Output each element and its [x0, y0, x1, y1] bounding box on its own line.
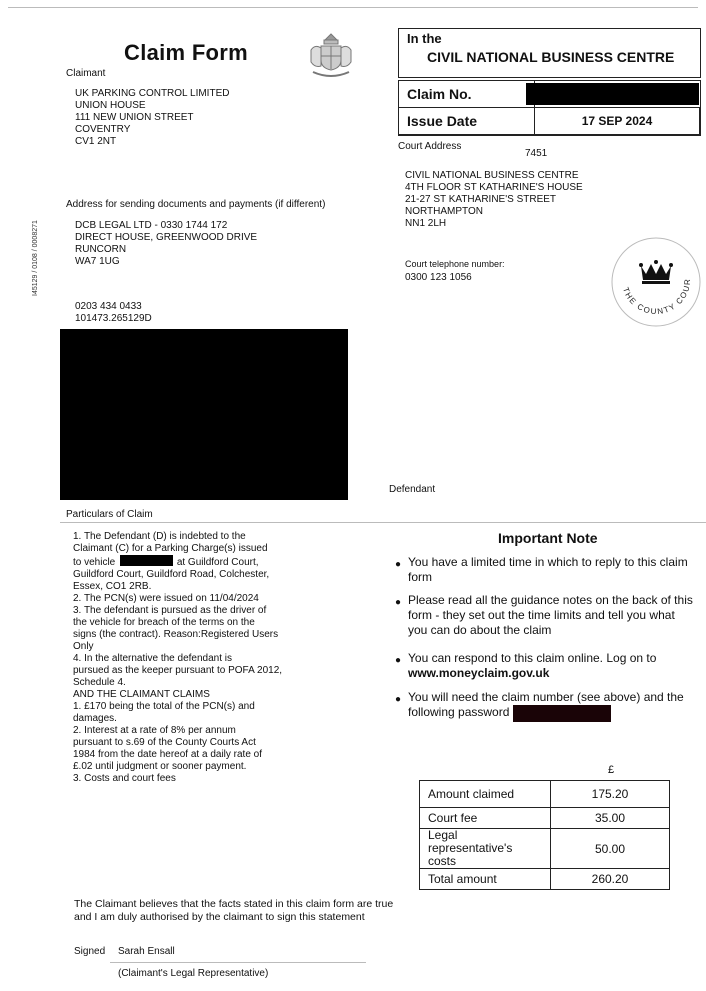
moneyclaim-website-link[interactable]: www.moneyclaim.gov.uk — [408, 666, 550, 680]
signatory-role: (Claimant's Legal Representative) — [118, 968, 269, 979]
particulars-line: Only — [73, 641, 94, 652]
claimant-line: UNION HOUSE — [75, 100, 146, 111]
claimant-line: UK PARKING CONTROL LIMITED — [75, 88, 230, 99]
particulars-line: Claimant (C) for a Parking Charge(s) issued — [73, 543, 268, 554]
issue-date-label-cell — [398, 107, 535, 135]
seal-text: THE COUNTY COUR — [621, 277, 693, 317]
particulars-line: AND THE CLAIMANT CLAIMS — [73, 689, 210, 700]
particulars-line: pursued as the keeper pursuant to POFA 2012, — [73, 665, 283, 676]
particulars-text — [73, 531, 282, 785]
docs-address-line: WA7 1UG — [75, 256, 120, 267]
royal-coat-of-arms-icon — [305, 28, 357, 80]
particulars-vehicle-line — [73, 555, 282, 569]
defendant-label: Defendant — [389, 484, 436, 495]
note-bullet-text: Please read all the guidance notes on the back of this form - they set out the time limits and tell you what you can do about the claim — [408, 593, 693, 637]
particulars-line: 1. The Defendant (D) is indebted to the — [73, 531, 246, 542]
amount-row — [420, 781, 670, 808]
court-address-line: NORTHAMPTON — [405, 206, 483, 217]
redacted-password — [513, 705, 611, 722]
particulars-line: 2. The PCN(s) were issued on 11/04/2024 — [73, 593, 259, 604]
amount-label: Court fee — [420, 808, 551, 829]
docs-address-line: DIRECT HOUSE, GREENWOOD DRIVE — [75, 232, 258, 243]
issue-date-cell — [534, 107, 700, 135]
particulars-line: £.02 until judgment or sooner payment. — [73, 761, 247, 772]
bullet-icon: ● — [395, 597, 402, 608]
signed-label: Signed — [74, 946, 106, 957]
bullet-icon: ● — [395, 694, 402, 705]
court-address — [405, 170, 583, 230]
claimant-address — [75, 88, 229, 148]
court-telephone: 0300 123 1056 — [405, 272, 472, 283]
issue-date: 17 SEP 2024 — [581, 114, 653, 128]
amount-row — [420, 808, 670, 829]
court-name: CIVIL NATIONAL BUSINESS CENTRE — [427, 49, 675, 65]
particulars-line: Schedule 4. — [73, 677, 126, 688]
claimant-line: CV1 2NT — [75, 136, 117, 147]
particulars-line: 4. In the alternative the defendant is — [73, 653, 232, 664]
amount-row — [420, 829, 670, 869]
note-bullet-text: You will need the claim number (see above) and the following password — [408, 690, 684, 719]
particulars-label: Particulars of Claim — [66, 509, 153, 520]
particulars-line: the vehicle for breach of the terms on the — [73, 617, 255, 628]
particulars-line: 3. The defendant is pursued as the driver of — [73, 605, 267, 616]
note-bullet-text: You have a limited time in which to reply to this claim form — [408, 555, 688, 584]
particulars-line: 3. Costs and court fees — [73, 773, 176, 784]
side-reference-code: I45129 / 0108 / 0008271 — [32, 220, 39, 296]
claim-no-label: Claim No. — [407, 86, 472, 102]
issue-date-label: Issue Date — [407, 113, 478, 129]
court-code: 7451 — [525, 148, 548, 159]
particulars-line: Guildford Court, Guildford Road, Colchester, — [73, 569, 270, 580]
section-divider — [60, 522, 706, 523]
note-bullet-text: You can respond to this claim online. Log on to — [408, 651, 657, 665]
court-telephone-label: Court telephone number: — [405, 259, 505, 269]
amounts-table — [419, 780, 670, 890]
amount-row — [420, 869, 670, 890]
amount-label: Total amount — [420, 869, 551, 890]
amount-label: Legal representative's costs — [420, 829, 551, 869]
docs-address-line: RUNCORN — [75, 244, 127, 255]
court-address-label: Court Address — [398, 141, 462, 152]
bullet-icon: ● — [395, 655, 402, 666]
court-address-line: 4TH FLOOR ST KATHARINE'S HOUSE — [405, 182, 583, 193]
particulars-line: signs (the contract). Reason:Registered Users — [73, 629, 279, 640]
amount-value: 50.00 — [551, 829, 670, 869]
address-for-docs-label: Address for sending documents and payments (if different) — [66, 199, 326, 210]
court-address-line: 21-27 ST KATHARINE'S STREET — [405, 194, 557, 205]
contact-phone: 0203 434 0433 — [75, 301, 142, 312]
docs-address — [75, 220, 257, 268]
top-divider — [8, 7, 698, 8]
statement-of-truth: The Claimant believes that the facts stated in this claim form are true and I am duly authorised by the claimant to sign this statement — [74, 898, 394, 923]
signature-line — [110, 962, 366, 963]
particulars-line: 2. Interest at a rate of 8% per annum — [73, 725, 236, 736]
amount-value: 35.00 — [551, 808, 670, 829]
currency-symbol: £ — [608, 764, 615, 776]
redacted-defendant-block — [60, 329, 348, 500]
amount-value: 175.20 — [551, 781, 670, 808]
redacted-vehicle-reg — [120, 555, 173, 566]
court-header-box — [398, 28, 701, 78]
important-note-title: Important Note — [498, 530, 598, 546]
signed-name: Sarah Ensall — [118, 946, 175, 957]
particulars-line: Essex, CO1 2RB. — [73, 581, 152, 592]
in-the-label: In the — [407, 31, 442, 46]
claim-no-label-cell — [398, 80, 535, 108]
contact-reference: 101473.265129D — [75, 313, 152, 324]
court-address-line: CIVIL NATIONAL BUSINESS CENTRE — [405, 170, 579, 181]
particulars-line: 1984 from the date hereof at a daily rate of — [73, 749, 263, 760]
particulars-line: damages. — [73, 713, 117, 724]
contact-block — [75, 301, 152, 325]
claim-details-box — [398, 80, 701, 136]
particulars-vehicle-suffix: at Guildford Court, — [176, 557, 259, 568]
redacted-claim-number — [526, 83, 699, 105]
particulars-line: 1. £170 being the total of the PCN(s) and — [73, 701, 255, 712]
claimant-line: 111 NEW UNION STREET — [75, 112, 194, 123]
amount-label: Amount claimed — [420, 781, 551, 808]
county-court-seal-icon — [610, 236, 702, 328]
form-title: Claim Form — [124, 40, 249, 65]
bullet-icon: ● — [395, 559, 402, 570]
particulars-line: pursuant to s.69 of the County Courts Act — [73, 737, 256, 748]
amount-value: 260.20 — [551, 869, 670, 890]
particulars-line: to vehicle — [73, 557, 116, 568]
docs-address-line: DCB LEGAL LTD - 0330 1744 172 — [75, 220, 228, 231]
claimant-line: COVENTRY — [75, 124, 131, 135]
claimant-label: Claimant — [66, 68, 106, 79]
court-address-line: NN1 2LH — [405, 218, 447, 229]
